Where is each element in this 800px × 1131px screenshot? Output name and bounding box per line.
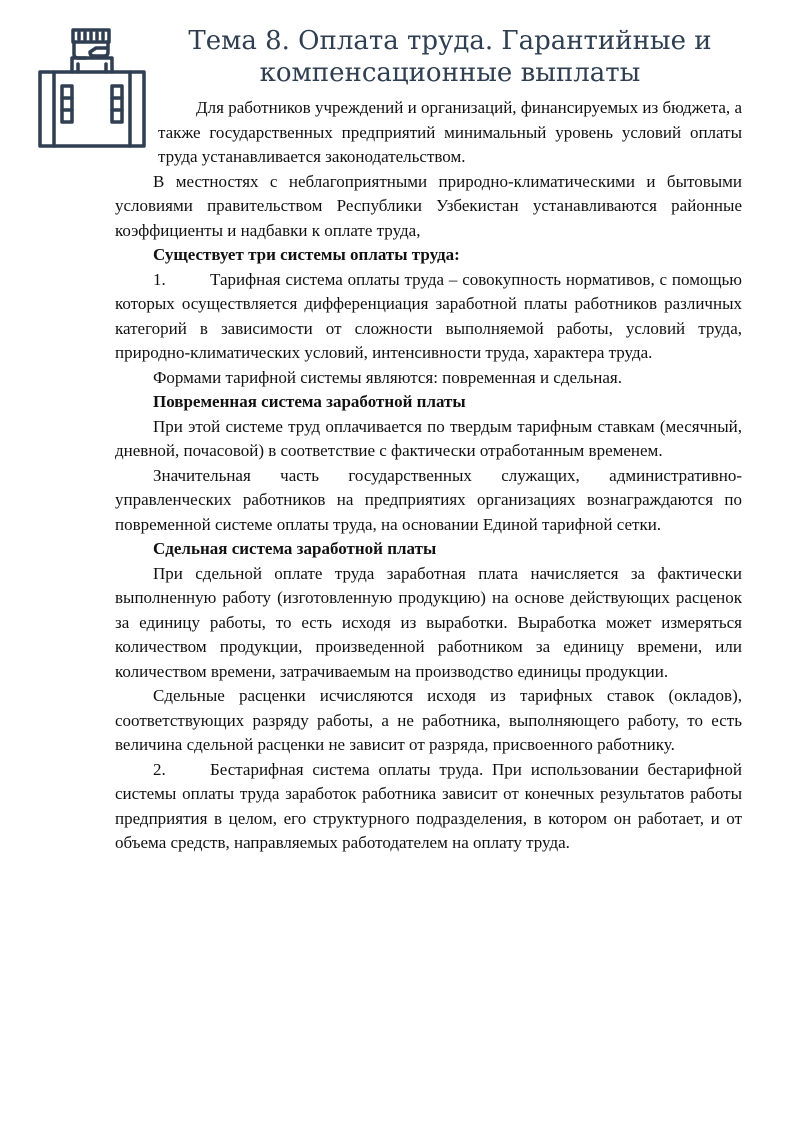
list-item-1 (115, 268, 742, 366)
intro-paragraph: Для работников учреждений и организаций, финансируемых из бюджета, а также государственных предприятий минимальный уровень условий оплаты труда устанавливается законодательством. (158, 98, 742, 166)
list-item-2-text: Бестарифная система оплаты труда. При использовании бестарифной системы оплаты труда заработок работника зависит от конечных результатов работы предприятия в целом, его структурного подразделения, в котором он работает, и от объема средств, направляемых работодателем на оплату труда. (115, 759, 742, 852)
piece-system-paragraph-2: Сдельные расценки исчисляются исходя из тарифных ставок (окладов), соответствующих разряду работы, а не работника, выполняющего работу, то есть величина сдельной расценки не зависит от разряда, присвоенного работнику. (115, 686, 742, 754)
list-item-2 (115, 758, 742, 856)
time-system-paragraph-2: Значительная часть государственных служащих, административно-управленческих работников на предприятиях организациях вознаграждаются по повременной системе оплаты труда, на основании Единой тарифной сетки. (115, 465, 742, 534)
title-line-2: компенсационные выплаты (259, 58, 641, 88)
list-item-1-number: 1. (153, 269, 166, 289)
list-item-1-text: Тарифная система оплаты труда – совокупность нормативов, с помощью которых осуществляется дифференциация заработной платы работников различных категорий в зависимости от сложности выполняемой работы, условий труда, природно-климатических условий, интенсивности труда, характера труда. (115, 269, 742, 362)
document-body (115, 96, 742, 856)
piece-system-paragraph-1: При сдельной оплате труда заработная плата начисляется за фактически выполненную работу (изготовленную продукцию) на основе действующих расценок за единицу работы, то есть исходя из выработки. Выработка может измеряться количеством продукции, произведенной работником за единицу времени, или количеством времени, затрачиваемым на производство единицы продукции. (115, 563, 742, 681)
forms-paragraph: Формами тарифной системы являются: повременная и сдельная. (153, 367, 622, 387)
regions-paragraph: В местностях с неблагоприятными природно-климатическими и бытовыми условиями правительством Республики Узбекистан устанавливаются районные коэффициенты и надбавки к оплате труда, (115, 171, 742, 240)
list-item-2-number: 2. (153, 759, 166, 779)
piece-system-heading: Сдельная система заработной платы (153, 539, 437, 558)
three-systems-heading: Существует три системы оплаты труда: (153, 245, 460, 264)
time-system-paragraph-1: При этой системе труд оплачивается по твердым тарифным ставкам (месячный, дневной, почасовой) в соответствие с фактически отработанным временем. (115, 416, 742, 460)
time-system-heading: Повременная система заработной платы (153, 392, 466, 411)
title-line-1: Тема 8. Оплата труда. Гарантийные и (188, 26, 712, 56)
page-title (150, 25, 750, 89)
